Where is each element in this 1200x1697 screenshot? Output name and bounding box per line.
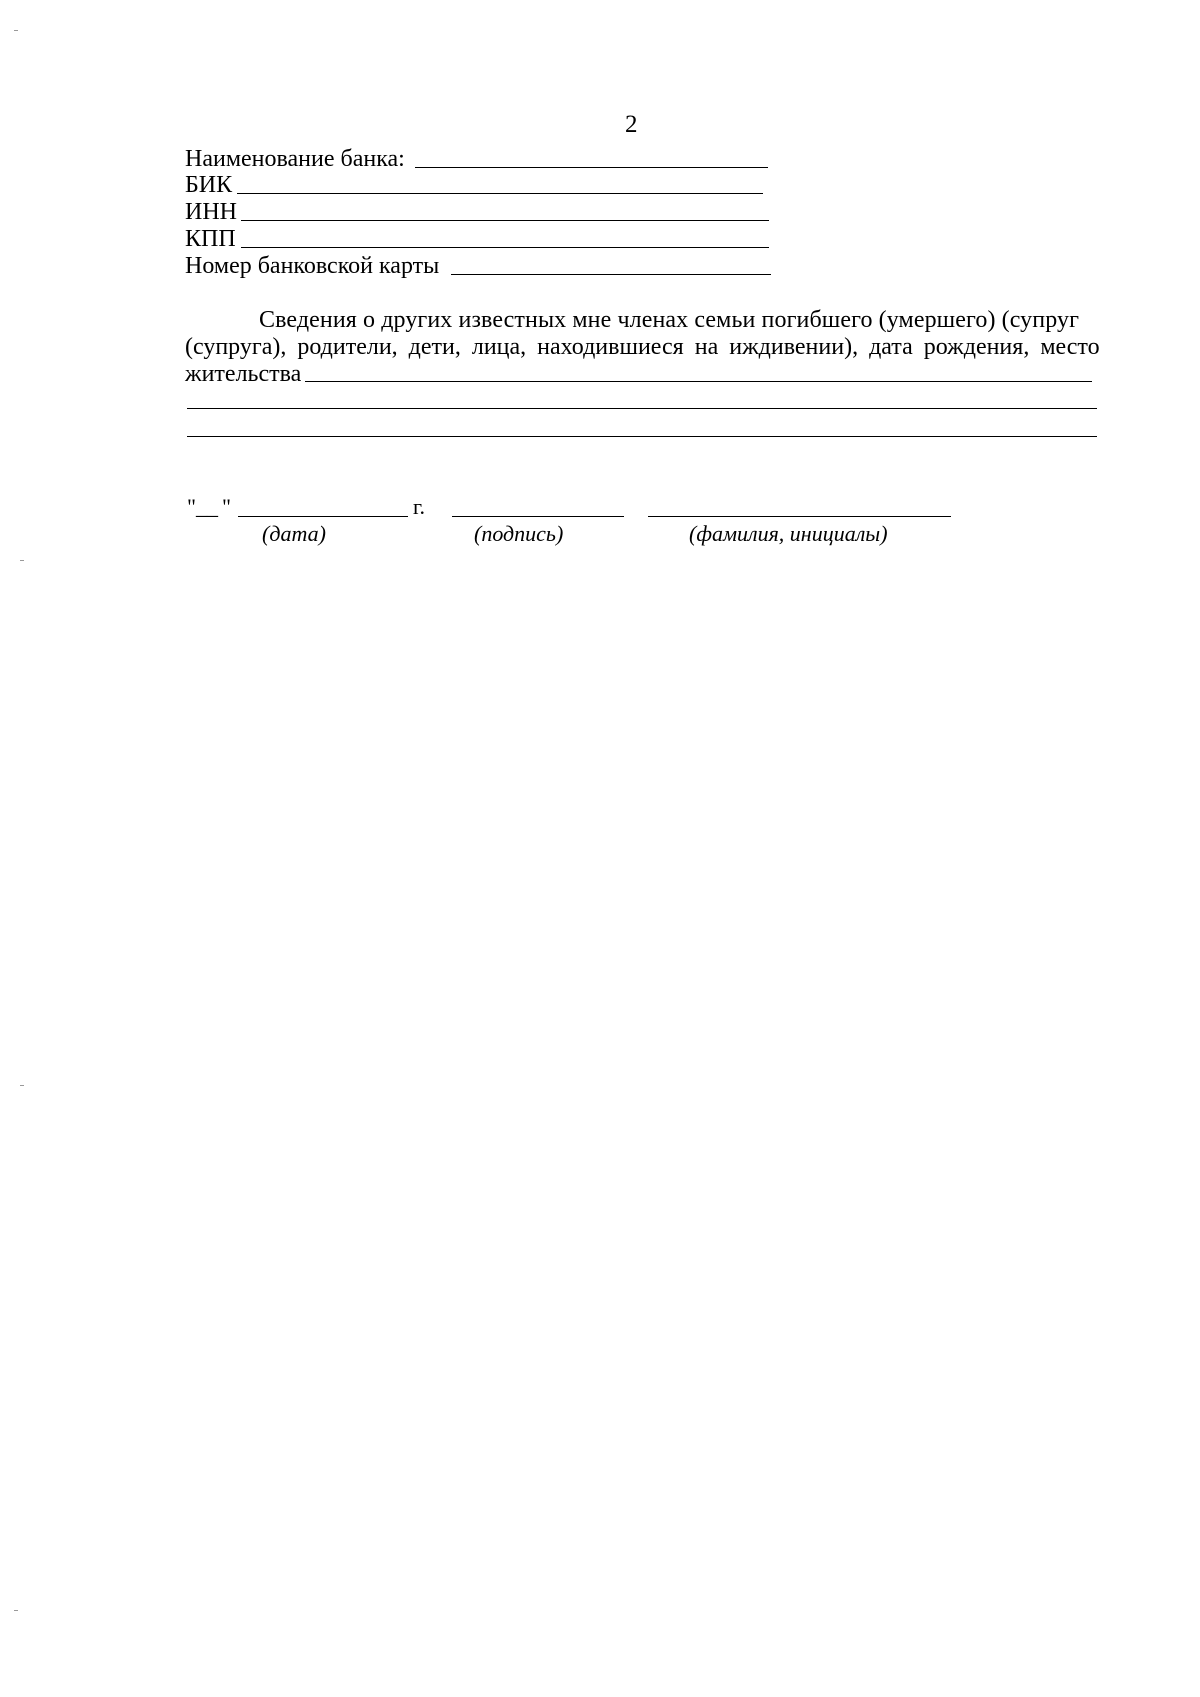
residence-blank-1[interactable] bbox=[305, 381, 1092, 382]
residence-blank-3[interactable] bbox=[187, 436, 1097, 437]
name-caption: (фамилия, инициалы) bbox=[689, 521, 888, 546]
date-month-blank[interactable] bbox=[238, 516, 408, 517]
date-day-blank[interactable]: __ bbox=[196, 494, 218, 519]
family-info-line-3: жительства bbox=[185, 361, 302, 387]
family-info-line-1: Сведения о других известных мне членах семьи погибшего (умершего) (супруг bbox=[259, 307, 1080, 333]
date-quote-open: " bbox=[187, 494, 196, 519]
scan-mark bbox=[14, 1610, 18, 1611]
bank-name-label: Наименование банка: bbox=[185, 146, 405, 172]
scan-mark bbox=[14, 30, 18, 31]
date-quote-close: " bbox=[222, 494, 231, 519]
inn-label: ИНН bbox=[185, 199, 237, 225]
date-caption: (дата) bbox=[262, 521, 326, 546]
scan-mark bbox=[20, 1085, 24, 1086]
bank-name-blank[interactable] bbox=[415, 167, 768, 168]
scan-mark bbox=[20, 560, 24, 561]
kpp-label: КПП bbox=[185, 226, 236, 252]
bik-blank[interactable] bbox=[237, 193, 763, 194]
name-initials-blank[interactable] bbox=[648, 516, 951, 517]
inn-blank[interactable] bbox=[241, 220, 769, 221]
residence-blank-2[interactable] bbox=[187, 408, 1097, 409]
bik-label: БИК bbox=[185, 172, 233, 198]
kpp-blank[interactable] bbox=[241, 247, 769, 248]
card-number-blank[interactable] bbox=[451, 274, 771, 275]
family-info-paragraph bbox=[185, 306, 1103, 396]
signature-blank[interactable] bbox=[452, 516, 624, 517]
year-suffix: г. bbox=[413, 494, 426, 519]
card-number-label: Номер банковской карты bbox=[185, 253, 440, 279]
page-number: 2 bbox=[625, 111, 638, 138]
signature-caption: (подпись) bbox=[474, 521, 564, 546]
family-info-line-2: (супруга), родители, дети, лица, находившиеся на иждивении), дата рождения, место bbox=[185, 334, 1100, 360]
